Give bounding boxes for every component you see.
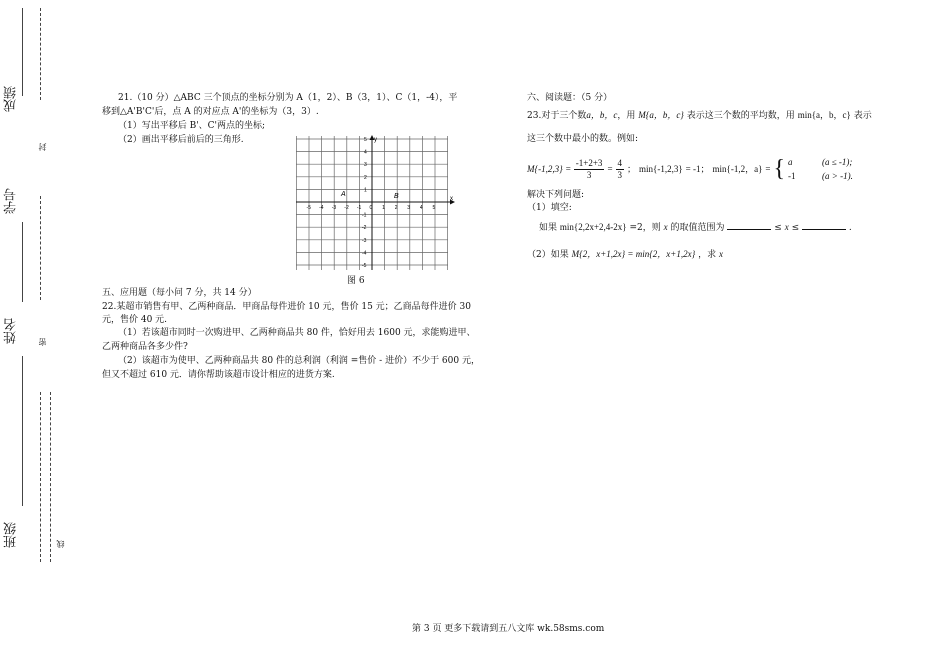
example-frac1-den: 3 bbox=[586, 169, 592, 180]
example-separator: ； bbox=[627, 164, 637, 174]
example-eq3: = bbox=[765, 164, 771, 174]
q22-line1: 22.某超市销售有甲、乙两种商品．甲商品每件进价 10 元，售价 15 元；乙商品每件进价 30 bbox=[102, 302, 471, 312]
q23-solve: 解决下列问题: bbox=[527, 190, 585, 200]
sub1-le-1: ≤ bbox=[774, 223, 782, 233]
q23-intro-d: 表示 bbox=[853, 111, 872, 121]
example-eq2: = bbox=[607, 164, 613, 174]
q23-intro-c: 表示这三个数的平均数，用 bbox=[686, 111, 795, 121]
x-tick-label: 1 bbox=[382, 205, 385, 211]
answer-blank-lower[interactable] bbox=[727, 221, 771, 230]
sub1-le-2: ≤ bbox=[791, 223, 800, 233]
piecewise-brace: { bbox=[773, 156, 785, 182]
sub1-equals: =2，则 bbox=[629, 223, 661, 233]
q23-example bbox=[527, 155, 853, 183]
example-min1-value: = -1； bbox=[685, 164, 710, 174]
figure-caption: 图 6 bbox=[347, 276, 365, 286]
y-tick-label: -2 bbox=[362, 225, 367, 232]
x-tick-labels bbox=[307, 205, 436, 211]
x-tick-label: 5 bbox=[432, 205, 436, 211]
sub1-x2: x bbox=[784, 222, 789, 232]
y-tick-label: 4 bbox=[364, 149, 367, 156]
margin-dashed-line-mid bbox=[40, 196, 41, 300]
margin-student-no-underline bbox=[22, 222, 23, 302]
example-frac2-den: 3 bbox=[617, 169, 623, 180]
y-tick-label: -3 bbox=[362, 237, 367, 244]
example-fraction-1 bbox=[574, 158, 605, 181]
q23-sub1-body bbox=[539, 221, 852, 234]
sub1-end: . bbox=[848, 223, 852, 233]
section5-title: 五、应用题（每小问 7 分，共 14 分） bbox=[102, 288, 257, 298]
q23-min-notation: min{a，b，c} bbox=[797, 110, 851, 120]
margin-student-no-label: 学号 bbox=[4, 188, 19, 214]
y-tick-label: 2 bbox=[364, 174, 367, 181]
margin-dashed-line-top bbox=[40, 8, 41, 100]
x-tick-label: 3 bbox=[407, 205, 411, 211]
case2-value: -1 bbox=[788, 171, 796, 181]
q21-line2: 移到△A'B'C'后，点 A 的对应点 A'的坐标为（3，3）. bbox=[102, 107, 319, 117]
q21-sub2: （2）画出平移后前后的三角形. bbox=[118, 135, 244, 145]
example-fraction-2 bbox=[616, 158, 625, 181]
case1-condition: (a ≤ -1); bbox=[822, 157, 853, 167]
q22-sub1-line2: 乙两种商品各多少件? bbox=[102, 342, 188, 352]
y-tick-label: -1 bbox=[362, 212, 367, 219]
x-tick-label: -1 bbox=[356, 205, 362, 211]
coordinate-grid-figure bbox=[290, 134, 460, 274]
margin-score-label: 成绩 bbox=[4, 86, 19, 112]
sub2-expression: M{2，x+1,2x} = min{2，x+1,2x} bbox=[571, 249, 696, 259]
sub1-expression: min{2,2x+2,4-2x} bbox=[559, 222, 627, 232]
sub2-prefix: （2）如果 bbox=[527, 250, 569, 260]
q22-sub2-line1: （2）该超市为使甲、乙两种商品共 80 件的总利润（利润 =售价 - 进价）不少于 600 元， bbox=[118, 356, 480, 366]
section6-title: 六、阅读题：（5 分） bbox=[527, 93, 613, 103]
q23-line2: 这三个数中最小的数。例如: bbox=[527, 134, 639, 144]
example-min1: min{-1,2,3} bbox=[639, 164, 683, 174]
sub1-if: 如果 bbox=[539, 223, 558, 233]
q22-sub2-line2: 但又不超过 610 元．请你帮助该超市设计相应的进货方案. bbox=[102, 370, 335, 380]
q22-sub1-line1: （1）若该超市同时一次购进甲、乙两种商品共 80 件，恰好用去 1600 元，求能购进甲、 bbox=[118, 328, 476, 338]
y-tick-label: -4 bbox=[362, 250, 367, 257]
y-tick-label: -5 bbox=[362, 263, 367, 269]
q21-sub1: （1）写出平移后 B'、C'两点的坐标; bbox=[118, 121, 266, 131]
case1-value: a bbox=[788, 157, 793, 167]
example-frac1-num: -1+2+3 bbox=[575, 157, 603, 168]
piecewise-case-2 bbox=[788, 169, 853, 183]
answer-blank-upper[interactable] bbox=[802, 221, 846, 230]
margin-line-label: 线 bbox=[56, 540, 65, 548]
sub2-ask: ，求 bbox=[698, 250, 717, 260]
x-tick-label: 0 bbox=[369, 205, 373, 211]
example-min2: min{-1,2，a} bbox=[712, 164, 763, 174]
q23-intro bbox=[527, 109, 872, 122]
x-tick-label: -5 bbox=[306, 205, 311, 211]
example-eq: = bbox=[565, 164, 571, 174]
q23-intro-b: ，用 bbox=[617, 111, 636, 121]
sub1-range-text: 的取值范围为 bbox=[670, 223, 725, 233]
case2-condition: (a > -1). bbox=[822, 171, 853, 181]
point-b-label: B bbox=[394, 193, 399, 200]
q23-intro-a: 23.对于三个数 bbox=[527, 111, 587, 121]
x-tick-label: -4 bbox=[319, 205, 324, 211]
q23-vars: a，b，c bbox=[586, 110, 618, 120]
margin-name-label: 姓名 bbox=[4, 318, 19, 344]
q21-line1: 21.（10 分）△ABC 三个顶点的坐标分别为 A（1，2）、B（3，1）、C（1，-4），平 bbox=[118, 93, 458, 103]
axis-y-label: y bbox=[374, 137, 377, 143]
x-tick-label: -2 bbox=[344, 205, 349, 211]
sub1-x: x bbox=[663, 222, 668, 232]
margin-class-label: 班级 bbox=[4, 522, 19, 548]
axis-x-label: x bbox=[450, 196, 453, 202]
x-tick-label: -3 bbox=[331, 205, 337, 211]
piecewise-cases bbox=[788, 155, 853, 183]
point-a-label: A bbox=[341, 191, 346, 198]
margin-score-underline bbox=[22, 8, 23, 96]
q22-line2: 元，售价 40 元. bbox=[102, 315, 168, 325]
y-tick-label: 5 bbox=[364, 137, 367, 143]
q23-sub1-title: （1）填空: bbox=[527, 203, 572, 213]
margin-secret-label: 密 bbox=[38, 338, 47, 346]
sub2-x: x bbox=[718, 249, 723, 259]
margin-seal-label: 封 bbox=[38, 143, 47, 151]
margin-dashed-line-bottom-b bbox=[50, 392, 51, 562]
y-tick-labels bbox=[362, 137, 367, 269]
y-tick-label: 3 bbox=[364, 162, 367, 169]
margin-dashed-line-bottom-a bbox=[40, 392, 41, 562]
x-tick-label: 4 bbox=[419, 205, 423, 211]
example-M-expr: M{-1,2,3} bbox=[527, 164, 563, 174]
margin-name-underline bbox=[22, 356, 23, 506]
q23-M-notation: M{a，b，c} bbox=[638, 110, 684, 120]
y-tick-label: 1 bbox=[364, 187, 367, 194]
example-frac2-num: 4 bbox=[617, 157, 623, 168]
piecewise-case-1 bbox=[788, 155, 853, 169]
q23-sub2 bbox=[527, 248, 723, 261]
x-tick-label: 2 bbox=[394, 205, 398, 211]
page-footer: 第 3 页 更多下载请到五八文库 wk.58sms.com bbox=[412, 624, 605, 634]
